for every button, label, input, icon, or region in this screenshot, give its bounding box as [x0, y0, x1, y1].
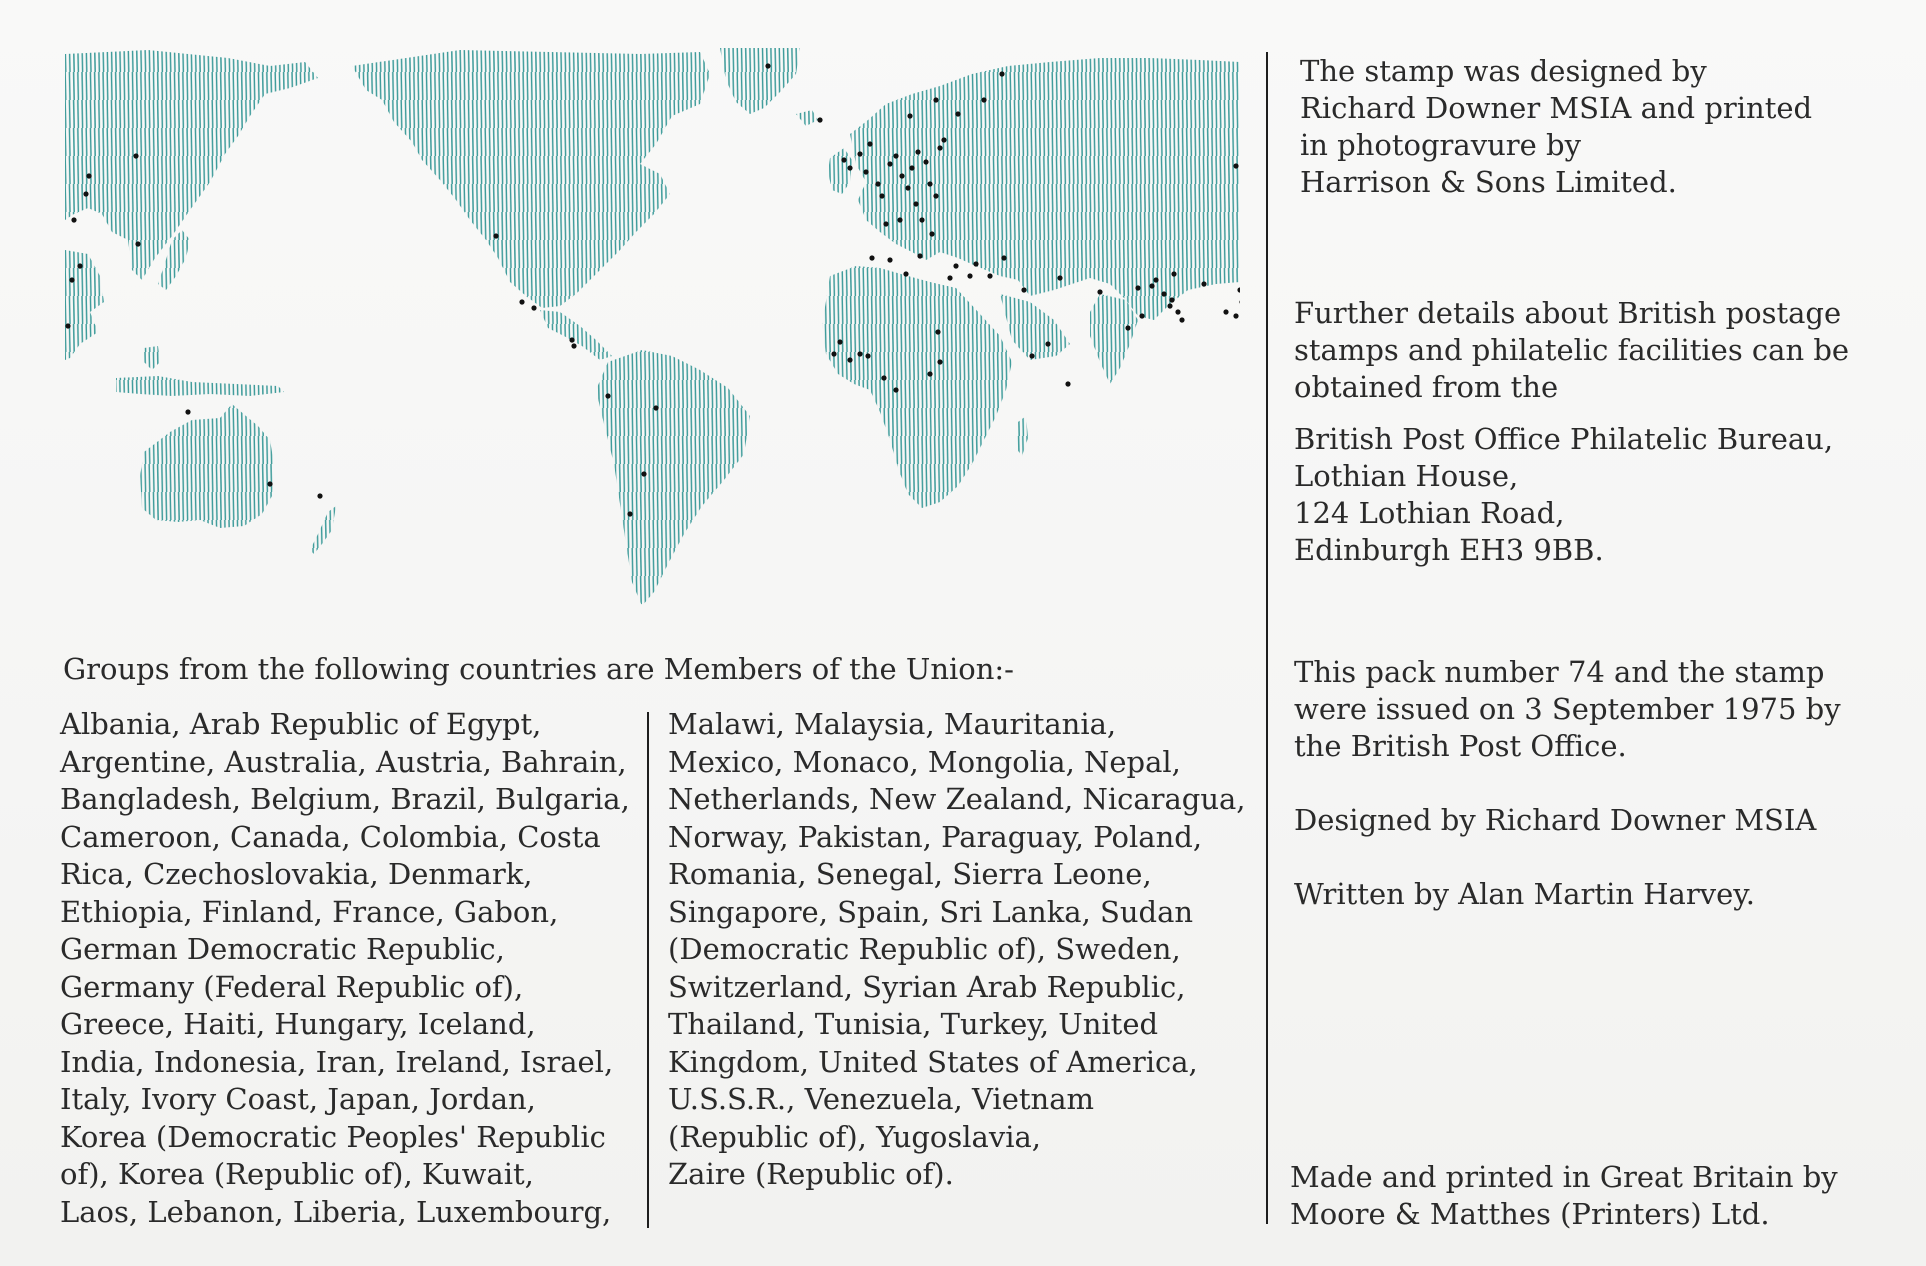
printer-credit-line: Moore & Matthes (Printers) Ltd. — [1290, 1197, 1770, 1231]
member-country-dot — [1201, 281, 1206, 286]
member-country-dot — [135, 241, 140, 246]
designed-by — [1294, 802, 1816, 839]
member-country-dot — [919, 217, 924, 222]
member-country-dot — [83, 191, 88, 196]
further-details — [1294, 295, 1849, 406]
printer-credit-line: Made and printed in Great Britain by — [1290, 1160, 1838, 1194]
member-country-dot — [1057, 275, 1062, 280]
design-credit-line: in photogravure by — [1300, 128, 1581, 162]
landmass-new-zealand — [310, 506, 336, 554]
members-list-right — [668, 706, 1246, 1194]
member-country-dot — [1175, 309, 1180, 314]
member-country-dot — [941, 137, 946, 142]
member-country-dot — [933, 193, 938, 198]
member-country-dot — [1239, 299, 1240, 304]
members-list-line: German Democratic Republic, — [60, 932, 505, 966]
member-country-dot — [86, 173, 91, 178]
members-list-line: Singapore, Spain, Sri Lanka, Sudan — [668, 894, 1194, 929]
further-details-line: obtained from the — [1294, 370, 1559, 404]
landmass-philippines — [144, 346, 160, 370]
members-heading: Groups from the following countries are Members of the Union:- — [63, 652, 1014, 686]
member-country-dot — [1029, 353, 1034, 358]
member-country-dot — [863, 169, 868, 174]
world-map — [60, 44, 1240, 614]
address-line: Edinburgh EH3 9BB. — [1294, 533, 1604, 567]
landmass-indonesia — [116, 376, 284, 396]
designed-by-text: Designed by Richard Downer MSIA — [1294, 803, 1817, 837]
landmass-british-isles — [828, 148, 852, 194]
member-country-dot — [987, 273, 992, 278]
member-country-dot — [881, 375, 886, 380]
issue-info-line: the British Post Office. — [1294, 729, 1627, 763]
members-list-line: Korea (Democratic Peoples' Republic — [60, 1119, 606, 1154]
member-country-dot — [879, 193, 884, 198]
members-list-line: Cameroon, Canada, Colombia, Costa — [60, 819, 601, 854]
members-list-line: Malawi, Malaysia, Mauritania, — [668, 707, 1117, 741]
members-list-line: Zaire (Republic of). — [668, 1157, 954, 1191]
members-list-line: Romania, Senegal, Sierra Leone, — [668, 857, 1152, 891]
member-country-dot — [953, 263, 958, 268]
member-country-dot — [865, 353, 870, 358]
member-country-dot — [847, 357, 852, 362]
landmass-east-russia — [65, 50, 318, 280]
member-country-dot — [837, 339, 842, 344]
member-country-dot — [1167, 303, 1172, 308]
column-divider-middle — [647, 712, 649, 1228]
members-list-line: Ethiopia, Finland, France, Gabon, — [60, 894, 559, 929]
member-country-dot — [1169, 297, 1174, 302]
member-country-dot — [867, 141, 872, 146]
member-country-dot — [893, 153, 898, 158]
issue-info — [1294, 654, 1841, 765]
landmass-madagascar — [1016, 416, 1028, 456]
member-country-dot — [1001, 255, 1006, 260]
landmass-arabia — [1000, 294, 1070, 360]
member-country-dot — [531, 305, 536, 310]
member-country-dot — [915, 149, 920, 154]
member-country-dot — [937, 359, 942, 364]
members-list-line: (Democratic Republic of), Sweden, — [668, 932, 1181, 966]
member-country-dot — [909, 165, 914, 170]
member-country-dot — [1171, 271, 1176, 276]
landmass-greenland — [720, 48, 800, 114]
members-list-left — [60, 706, 630, 1231]
member-country-dot — [641, 471, 646, 476]
member-country-dot — [887, 257, 892, 262]
members-list-line: U.S.S.R., Venezuela, Vietnam — [668, 1082, 1094, 1116]
members-list-line: Rica, Czechoslovakia, Denmark, — [60, 857, 533, 891]
members-list-line: Thailand, Tunisia, Turkey, United — [668, 1007, 1159, 1041]
member-country-dot — [999, 71, 1004, 76]
member-country-dot — [883, 221, 888, 226]
member-country-dot — [1097, 289, 1102, 294]
member-country-dot — [907, 113, 912, 118]
member-country-dot — [1179, 317, 1184, 322]
members-list-line: Germany (Federal Republic of), — [60, 969, 524, 1004]
member-country-dot — [913, 201, 918, 206]
address-line: Lothian House, — [1294, 459, 1519, 493]
printer-credit — [1290, 1159, 1838, 1233]
member-country-dot — [933, 97, 938, 102]
member-country-dot — [981, 97, 986, 102]
members-list-line: Mexico, Monaco, Mongolia, Nepal, — [668, 744, 1181, 779]
member-country-dot — [897, 217, 902, 222]
member-country-dot — [69, 277, 74, 282]
member-country-dot — [917, 253, 922, 258]
address-line: 124 Lothian Road, — [1294, 496, 1565, 530]
member-country-dot — [1153, 277, 1158, 282]
members-list-line: Greece, Haiti, Hungary, Iceland, — [60, 1007, 536, 1041]
member-country-dot — [973, 261, 978, 266]
written-by-text: Written by Alan Martin Harvey. — [1294, 877, 1755, 911]
member-country-dot — [927, 371, 932, 376]
landmass-central-america — [540, 310, 612, 360]
design-credit-line: Harrison & Sons Limited. — [1300, 165, 1677, 199]
member-country-dot — [923, 159, 928, 164]
member-country-dot — [1135, 285, 1140, 290]
member-country-dot — [77, 263, 82, 268]
further-details-line: stamps and philatelic facilities can be — [1294, 333, 1850, 367]
members-list-line: Norway, Pakistan, Paraguay, Poland, — [668, 819, 1203, 854]
bureau-address — [1294, 421, 1833, 569]
member-country-dot — [1149, 283, 1154, 288]
members-list-line: (Republic of), Yugoslavia, — [668, 1119, 1042, 1154]
member-country-dot — [1125, 325, 1130, 330]
member-country-dot — [847, 165, 852, 170]
member-country-dot — [905, 185, 910, 190]
member-country-dot — [841, 157, 846, 162]
member-country-dot — [935, 329, 940, 334]
column-divider-right — [1266, 52, 1268, 1224]
member-country-dot — [1237, 287, 1240, 292]
member-country-dot — [65, 323, 70, 328]
members-list-line: Italy, Ivory Coast, Japan, Jordan, — [60, 1082, 536, 1116]
address-line: British Post Office Philatelic Bureau, — [1294, 422, 1834, 456]
landmass-north-america — [352, 50, 710, 308]
members-list-line: Netherlands, New Zealand, Nicaragua, — [668, 782, 1246, 816]
member-country-dot — [857, 351, 862, 356]
member-country-dot — [1161, 291, 1166, 296]
member-country-dot — [967, 273, 972, 278]
world-map-graphic — [60, 44, 1240, 614]
member-country-dot — [569, 337, 574, 342]
members-list-line: Kingdom, United States of America, — [668, 1044, 1198, 1079]
members-list-line: India, Indonesia, Iran, Ireland, Israel, — [60, 1044, 614, 1079]
members-list-line: of), Korea (Republic of), Kuwait, — [60, 1157, 534, 1191]
member-country-dot — [857, 151, 862, 156]
member-country-dot — [571, 343, 576, 348]
design-credit-line: The stamp was designed by — [1300, 54, 1707, 88]
written-by — [1294, 876, 1755, 913]
land-masses — [65, 48, 1240, 606]
members-list-line: Argentine, Australia, Austria, Bahrain, — [60, 744, 627, 779]
member-country-dot — [71, 217, 76, 222]
member-country-dot — [817, 117, 822, 122]
members-list-line: Albania, Arab Republic of Egypt, — [60, 707, 542, 741]
member-country-dot — [653, 405, 658, 410]
member-country-dot — [929, 231, 934, 236]
landmass-se-asia — [65, 250, 104, 360]
landmass-iceland — [796, 110, 818, 126]
member-country-dot — [1021, 287, 1026, 292]
member-country-dot — [267, 481, 272, 486]
member-country-dot — [133, 153, 138, 158]
landmass-india — [1090, 294, 1138, 384]
member-country-dot — [875, 181, 880, 186]
member-country-dot — [1233, 163, 1238, 168]
member-country-dot — [605, 393, 610, 398]
member-country-dot — [317, 493, 322, 498]
member-country-dot — [185, 409, 190, 414]
member-country-dot — [1233, 313, 1238, 318]
member-country-dot — [1065, 381, 1070, 386]
member-country-dot — [893, 387, 898, 392]
member-country-dot — [869, 255, 874, 260]
landmass-south-america — [596, 350, 750, 606]
members-list-line: Laos, Lebanon, Liberia, Luxembourg, — [60, 1194, 612, 1229]
design-credit-line: Richard Downer MSIA and printed — [1300, 91, 1813, 125]
member-country-dot — [947, 275, 952, 280]
member-country-dot — [937, 145, 942, 150]
landmass-australia — [140, 404, 274, 528]
member-country-dot — [519, 299, 524, 304]
member-country-dot — [1045, 341, 1050, 346]
issue-info-line: were issued on 3 September 1975 by — [1294, 692, 1841, 726]
member-country-dot — [1223, 309, 1228, 314]
member-country-dot — [927, 181, 932, 186]
member-country-dot — [493, 233, 498, 238]
member-country-dot — [887, 161, 892, 166]
issue-info-line: This pack number 74 and the stamp — [1294, 655, 1825, 689]
further-details-line: Further details about British postage — [1294, 296, 1842, 330]
member-country-dot — [1139, 313, 1144, 318]
member-country-dot — [903, 271, 908, 276]
member-country-dot — [955, 111, 960, 116]
member-country-dot — [627, 511, 632, 516]
member-country-dot — [765, 63, 770, 68]
design-credit — [1300, 53, 1812, 201]
members-list-line: Bangladesh, Belgium, Brazil, Bulgaria, — [60, 782, 630, 816]
members-list-line: Switzerland, Syrian Arab Republic, — [668, 969, 1186, 1004]
member-country-dot — [831, 351, 836, 356]
landmass-africa — [822, 266, 1012, 508]
member-country-dot — [899, 173, 904, 178]
